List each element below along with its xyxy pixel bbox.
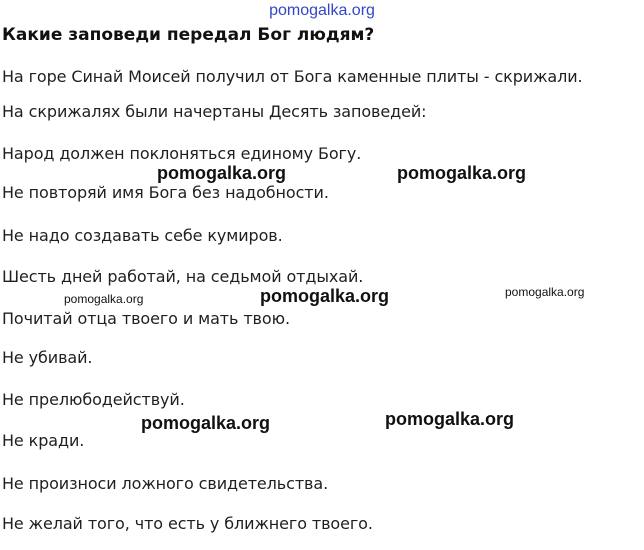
commandment-2: Не повторяй имя Бога без надобности. <box>2 183 329 202</box>
text-line-tablets: На скрижалях были начертаны Десять заповедей: <box>2 102 427 121</box>
commandment-3: Не надо создавать себе кумиров. <box>2 226 283 245</box>
watermark: pomogalka.org <box>64 292 144 306</box>
commandment-10: Не желай того, что есть у ближнего твоего. <box>2 514 373 533</box>
commandment-5: Почитай отца твоего и мать твою. <box>2 309 290 328</box>
watermark: pomogalka.org <box>385 409 515 429</box>
site-header-watermark: pomogalka.org <box>269 2 375 19</box>
commandment-4: Шесть дней работай, на седьмой отдыхай. <box>2 267 364 286</box>
watermark: pomogalka.org <box>141 413 271 433</box>
commandment-7: Не прелюбодействуй. <box>2 390 185 409</box>
commandment-1: Народ должен поклоняться единому Богу. <box>2 144 362 163</box>
watermark: pomogalka.org <box>157 163 287 183</box>
text-line-intro: На горе Синай Моисей получил от Бога каменные плиты - скрижали. <box>2 67 583 86</box>
watermark: pomogalka.org <box>260 286 390 306</box>
question-title: Какие заповеди передал Бог людям? <box>2 25 375 45</box>
commandment-9: Не произноси ложного свидетельства. <box>2 474 329 493</box>
commandment-6: Не убивай. <box>2 348 93 367</box>
watermark: pomogalka.org <box>397 163 527 183</box>
watermark: pomogalka.org <box>505 285 585 299</box>
commandment-8: Не кради. <box>2 431 85 450</box>
